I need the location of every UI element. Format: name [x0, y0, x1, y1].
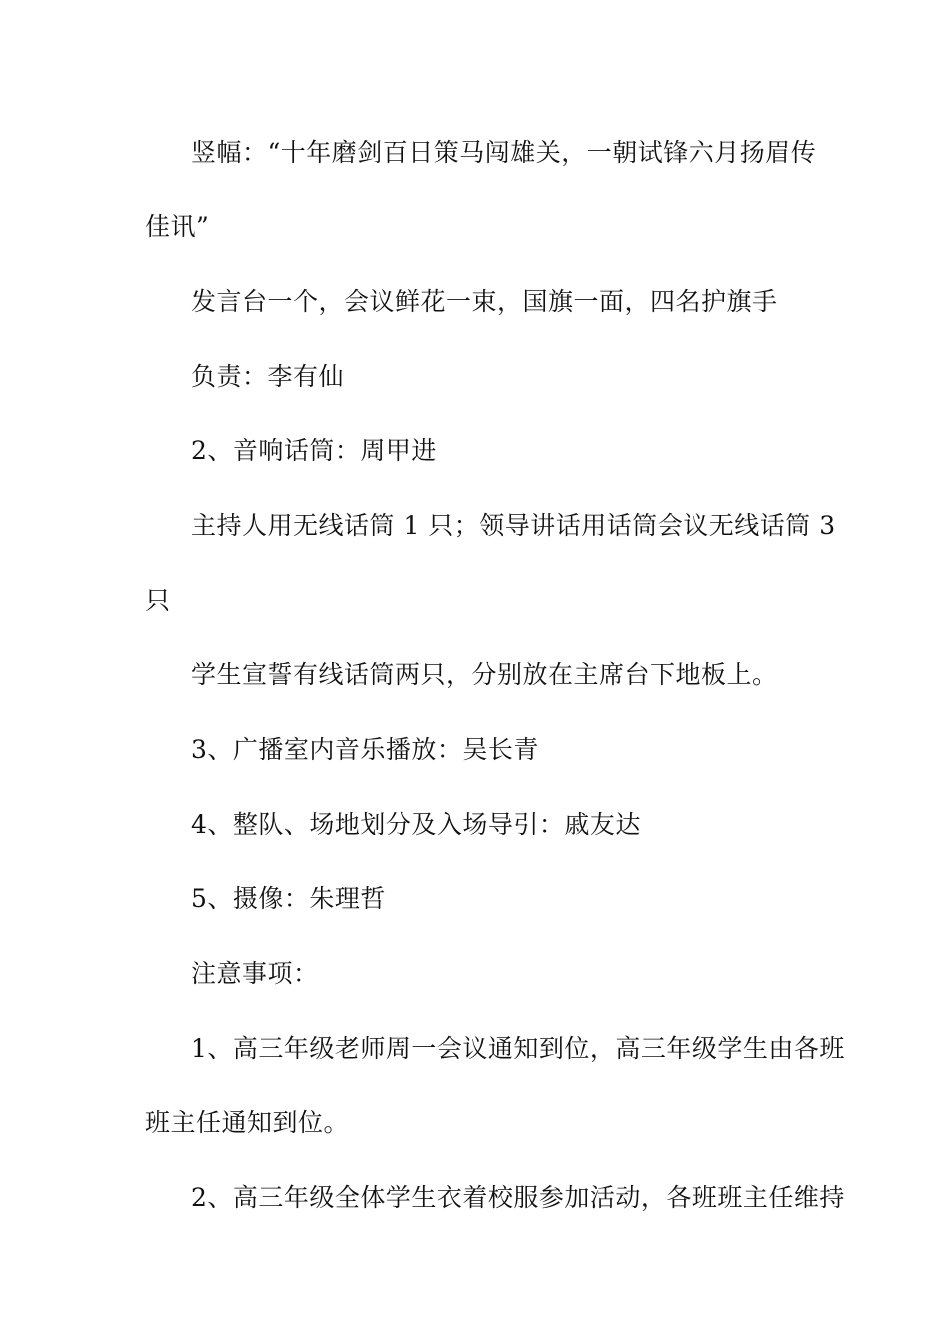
paragraph-line-podium: 发言台一个，会议鲜花一束，国旗一面，四名护旗手 — [191, 287, 778, 316]
paragraph-line-note-1: 1、高三年级老师周一会议通知到位，高三年级学生由各班 — [191, 1034, 845, 1063]
paragraph-line-camera: 5、摄像：朱理哲 — [191, 884, 386, 913]
paragraph-line-oath-mics: 学生宣誓有线话筒两只，分别放在主席台下地板上。 — [191, 660, 778, 689]
paragraph-line-broadcast: 3、广播室内音乐播放：吴长青 — [191, 735, 539, 764]
paragraph-line-banner-cont: 佳讯” — [145, 212, 210, 241]
paragraph-line-banner: 竖幅：“十年磨剑百日策马闯雄关，一朝试锋六月扬眉传 — [191, 138, 817, 167]
section-heading-notes: 注意事项： — [191, 959, 319, 988]
paragraph-line-microphones-cont: 只 — [145, 586, 171, 615]
paragraph-line-note-1-cont: 班主任通知到位。 — [145, 1108, 350, 1137]
paragraph-line-microphones: 主持人用无线话筒 1 只；领导讲话用话筒会议无线话筒 3 — [191, 511, 836, 540]
paragraph-line-audio: 2、音响话筒：周甲进 — [191, 436, 437, 465]
paragraph-line-formation: 4、整队、场地划分及入场导引：戚友达 — [191, 810, 641, 839]
paragraph-line-note-2: 2、高三年级全体学生衣着校服参加活动，各班班主任维持 — [191, 1183, 845, 1212]
paragraph-line-responsible: 负责：李有仙 — [191, 362, 345, 391]
